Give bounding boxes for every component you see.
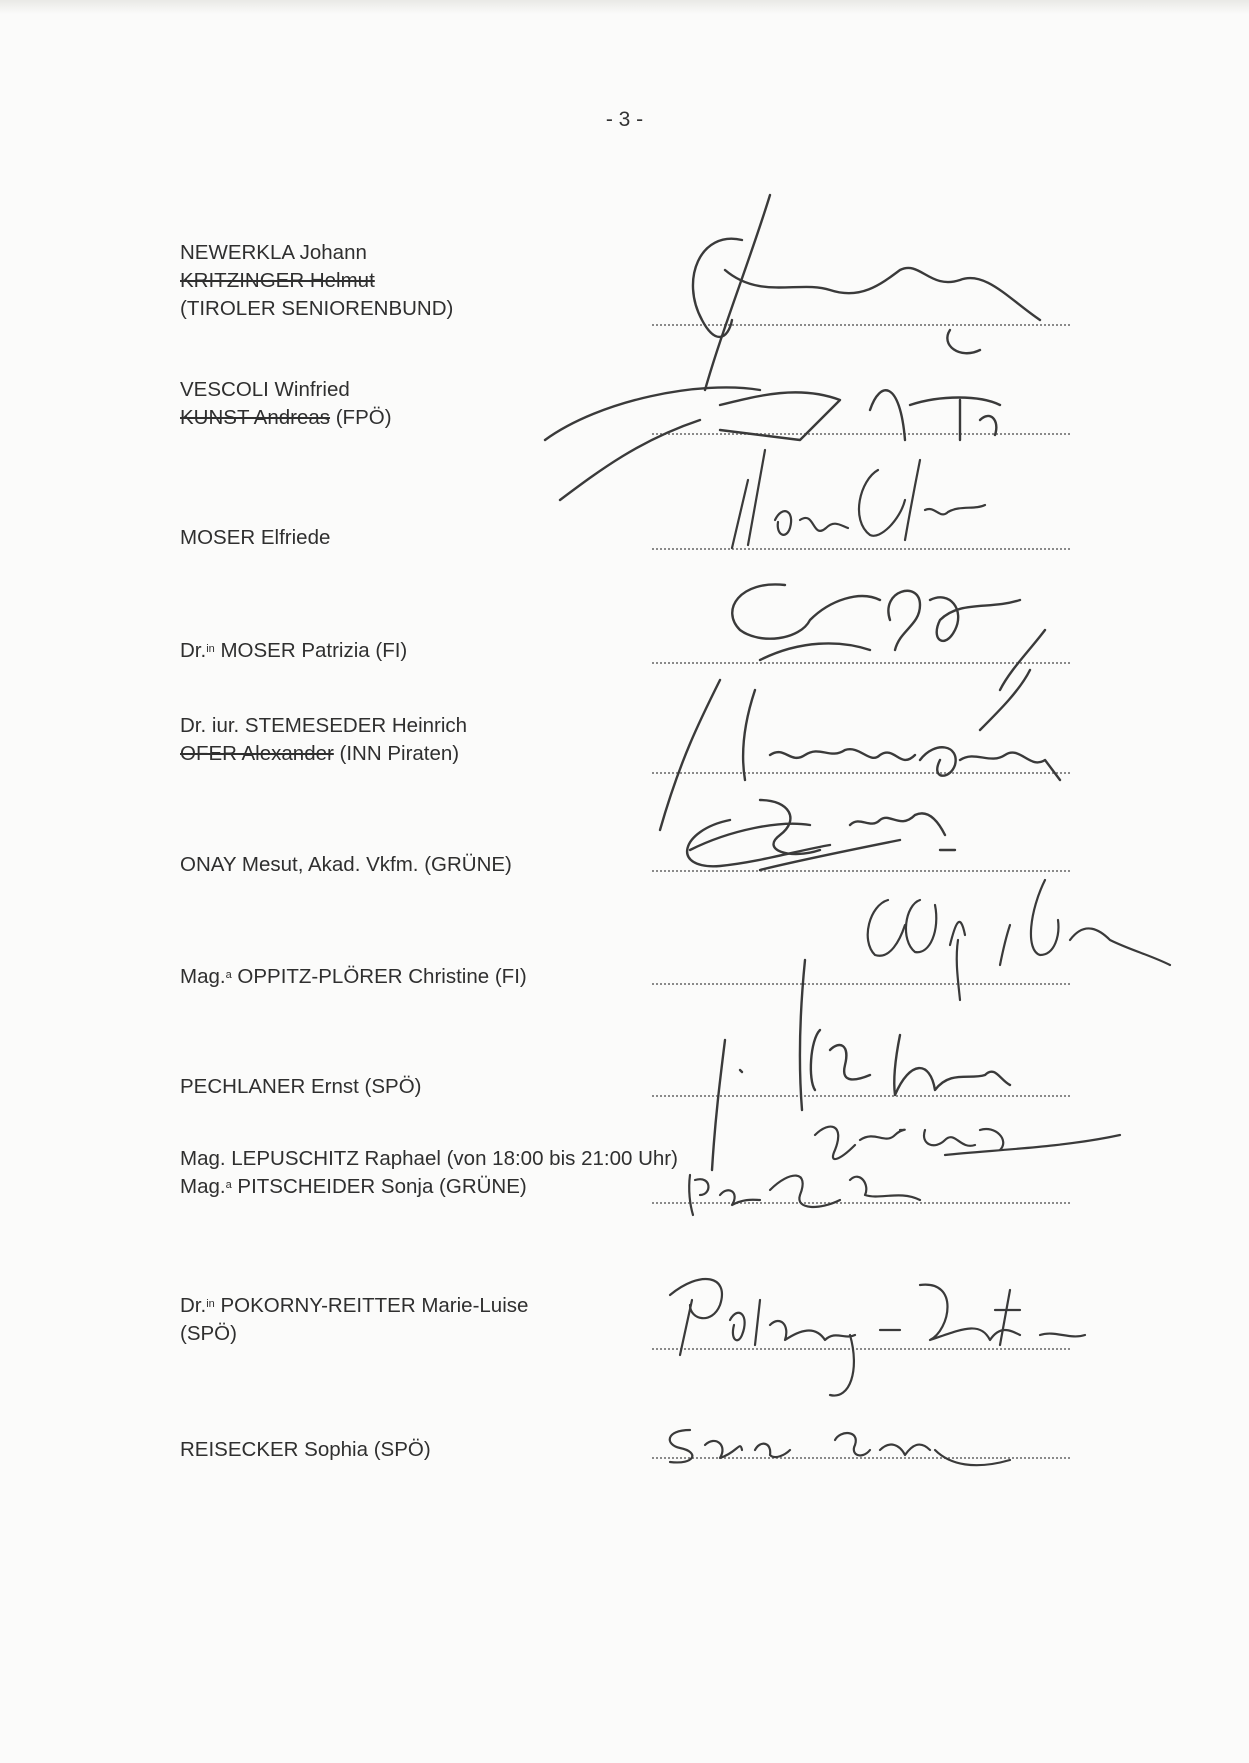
- entry-lepuschitz-pitscheider: [180, 1145, 678, 1201]
- signature-line: [652, 1457, 1070, 1459]
- title-superscript: in: [206, 643, 215, 655]
- entry-name: NEWERKLA Johann: [180, 241, 367, 264]
- signature-line: [652, 1095, 1070, 1097]
- signature-line: [652, 548, 1070, 550]
- signature-oppitz-ploerer: [868, 880, 1170, 1000]
- signature-line: [652, 1348, 1070, 1350]
- signature-line: [652, 772, 1070, 774]
- title-superscript: a: [225, 1179, 232, 1191]
- signature-line: [652, 1202, 1070, 1204]
- title-prefix: Mag.: [180, 965, 226, 988]
- entry-name-line: [180, 1292, 650, 1320]
- struck-name: OFER Alexander: [180, 742, 334, 765]
- entry-name-line: [180, 963, 650, 991]
- signature-moser-patrizia: [732, 584, 1045, 690]
- entry-onay: [180, 851, 650, 879]
- struck-name: KUNST Andreas: [180, 406, 331, 429]
- signature-newerkla: [693, 195, 1040, 390]
- entry-name: PITSCHEIDER Sonja (GRÜNE): [231, 1175, 527, 1198]
- entry-pokorny-reitter: [180, 1292, 650, 1348]
- entry-substitute-line: [180, 740, 650, 768]
- signature-line: [652, 662, 1070, 664]
- entry-reisecker: [180, 1436, 650, 1464]
- page-number: - 3 -: [605, 108, 644, 131]
- title-prefix: Mag.: [180, 1175, 226, 1198]
- signature-line: [652, 870, 1070, 872]
- title-superscript: in: [206, 1298, 215, 1310]
- title-superscript: a: [225, 969, 232, 981]
- signature-stemeseder: [660, 670, 1060, 830]
- signature-onay: [687, 800, 955, 870]
- entry-name: ONAY Mesut, Akad. Vkfm. (GRÜNE): [180, 853, 512, 876]
- title-prefix: Dr.: [180, 1294, 207, 1317]
- entry-substitute-line: [180, 404, 650, 432]
- signature-moser-elfriede: [732, 450, 985, 548]
- signature-lepuschitz: [815, 1127, 1120, 1159]
- entry-name: PECHLANER Ernst (SPÖ): [180, 1075, 422, 1098]
- entry-newerkla: [180, 239, 650, 323]
- signature-line: [652, 324, 1070, 326]
- entry-name: POKORNY-REITTER Marie-Luise: [214, 1294, 529, 1317]
- entry-name: MOSER Patrizia (FI): [214, 639, 408, 662]
- signature-pitscheider: [689, 1175, 920, 1215]
- entry-name: REISECKER Sophia (SPÖ): [180, 1438, 431, 1461]
- entry-party: (INN Piraten): [333, 742, 460, 765]
- signature-line: [652, 433, 1070, 435]
- entry-moser-patrizia: [180, 637, 650, 665]
- entry-name: Mag. LEPUSCHITZ Raphael (von 18:00 bis 21:00 Uhr): [180, 1147, 678, 1170]
- entry-party: (SPÖ): [180, 1322, 237, 1345]
- entry-name-line: [180, 637, 650, 665]
- entry-name: Dr. iur. STEMESEDER Heinrich: [180, 714, 468, 737]
- signature-reisecker: [670, 1430, 1010, 1465]
- entry-name: OPPITZ-PLÖRER Christine (FI): [231, 965, 527, 988]
- entry-name: MOSER Elfriede: [180, 526, 331, 549]
- signature-line: [652, 983, 1070, 985]
- signature-pokorny-reitter: [670, 1279, 1085, 1396]
- entry-name-line: [180, 1173, 650, 1201]
- entry-moser-elfriede: [180, 524, 650, 552]
- entry-pechlaner: [180, 1073, 650, 1101]
- entry-stemeseder: [180, 712, 650, 768]
- entry-party: (TIROLER SENIORENBUND): [180, 297, 454, 320]
- scan-edge: [0, 0, 1249, 14]
- entry-vescoli: [180, 376, 650, 432]
- entry-oppitz-ploerer: [180, 963, 650, 991]
- signature-pechlaner: [712, 960, 1010, 1170]
- entry-name: VESCOLI Winfried: [180, 378, 350, 401]
- entry-party: (FPÖ): [330, 406, 392, 429]
- title-prefix: Dr.: [180, 639, 207, 662]
- struck-name: KRITZINGER Helmut: [180, 269, 375, 292]
